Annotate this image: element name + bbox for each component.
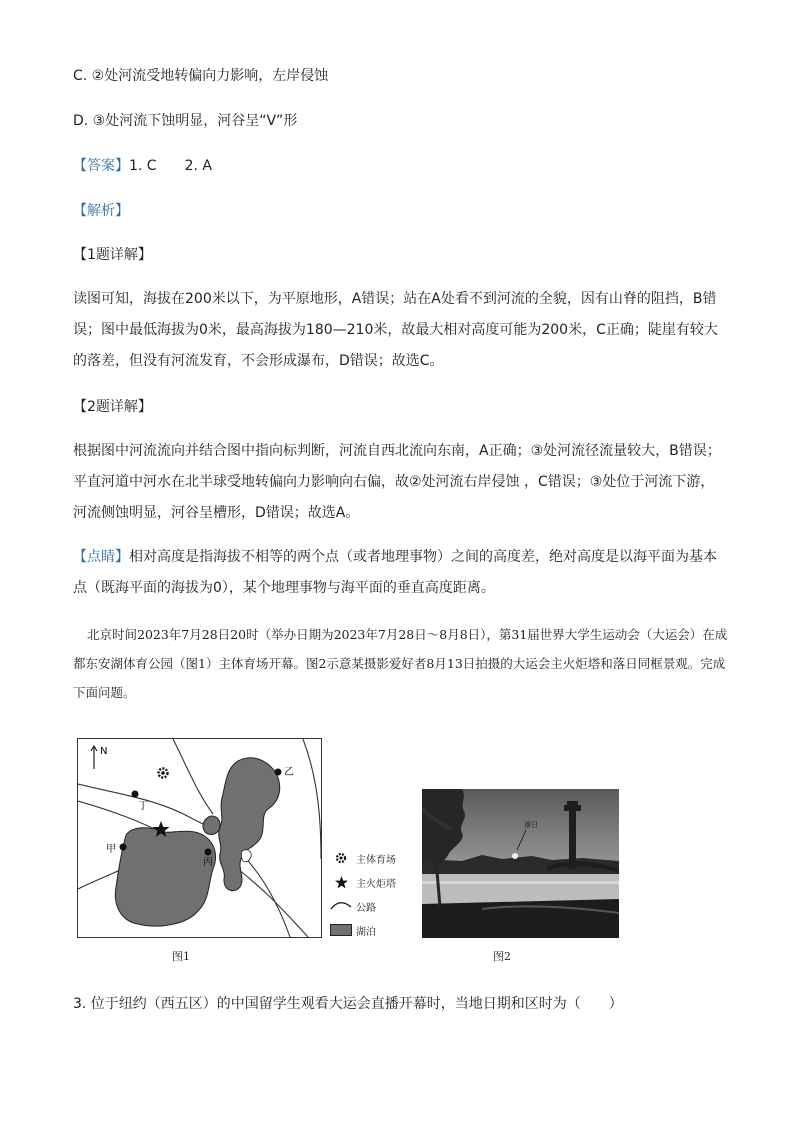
stadium-gear-icon [159, 769, 168, 778]
legend-item [330, 870, 410, 894]
answer-line [73, 156, 212, 176]
tip-paragraph [73, 542, 723, 604]
north-label: N [100, 746, 108, 757]
question-intro: 北京时间2023年7月28日20时（举办日期为2023年7月28日～8月8日），第31届世界大学生运动会（大运会）在成都东安湖体育公园（图1）主体育场开幕。图2示意某摄影爱好者8月13日拍摄的大运会主火炬塔和落日同框景观。完成下面问题。 [73, 627, 728, 700]
torch-tower [569, 809, 576, 869]
road [303, 739, 321, 859]
gear-icon [330, 852, 352, 864]
figure2-photo [422, 789, 619, 938]
point-bing [205, 849, 212, 856]
point-yi [275, 769, 282, 776]
sunset-photo [422, 789, 619, 938]
northeast-lake [219, 758, 280, 891]
figure1-legend [330, 846, 410, 942]
point-ding [132, 791, 139, 798]
map-drawing [78, 739, 321, 937]
q1-body: 读图可知，海拔在200米以下，为平原地形，A错误；站在A处看不到河流的全貌，因有山脊的阻挡，B错误；图中最低海拔为0米，最高海拔为180—210米，故最大相对高度可能为200米，C正确；陡崖有较大的落差，但没有河流发育，不会形成瀑布，D错误；故选C。 [73, 291, 718, 369]
question-3: 3. 位于纽约（西五区）的中国留学生观看大运会直播开幕时，当地日期和区时为（ ） [73, 996, 623, 1012]
legend-item [330, 918, 410, 942]
sun [512, 853, 518, 859]
legend-label: 湖泊 [356, 926, 376, 938]
tip-body: 相对高度是指海拔不相等的两个点（或者地理事物）之间的高度差，绝对高度是以海平面为基本点（既海平面的海拔为0），某个地理事物与海平面的垂直高度距离。 [73, 549, 717, 596]
road [238, 869, 308, 937]
road-line-icon [330, 901, 352, 911]
q2-body: 根据图中河流流向并结合图中指向标判断，河流自西北流向东南，A正确；③处河流径流量较大，B错误；平直河道中河水在北半球受地转偏向力影响向右偏，故②处河流右岸侵蚀 ，C错误；③处位于河流下游，河流侧蚀明显，河谷呈槽形，D错误；故选A。 [73, 443, 721, 521]
star-icon [330, 876, 352, 889]
label-bing: 丙 [203, 857, 213, 868]
legend-label: 主火炬塔 [356, 878, 396, 890]
figure1-caption: 图1 [172, 950, 190, 963]
lake-swatch-icon [330, 924, 352, 936]
option-d: D. ③处河流下蚀明显，河谷呈“V”形 [73, 113, 298, 129]
analysis-heading: 【解析】 [73, 203, 129, 219]
q1-heading: 【1题详解】 [73, 247, 152, 263]
sunset-label: 落日 [524, 821, 538, 829]
q2-heading: 【2题详解】 [73, 399, 152, 415]
point-jia [120, 844, 127, 851]
road [173, 739, 213, 814]
option-c: C. ②处河流受地转偏向力影响，左岸侵蚀 [73, 68, 329, 84]
legend-item [330, 846, 410, 870]
label-yi: 乙 [284, 767, 294, 778]
legend-item [330, 894, 410, 918]
main-lake [115, 828, 215, 926]
legend-label: 公路 [356, 902, 376, 914]
answer-tag: 【答案】 [73, 158, 129, 174]
figure2-caption: 图2 [493, 950, 511, 963]
label-jia: 甲 [106, 844, 116, 855]
answer-text: 1. C 2. A [129, 158, 212, 174]
legend-label: 主体育场 [356, 854, 396, 866]
figure1-map [77, 738, 322, 938]
tip-tag: 【点睛】 [73, 549, 129, 565]
label-ding: 丁 [138, 801, 148, 812]
small-lake [203, 816, 220, 834]
